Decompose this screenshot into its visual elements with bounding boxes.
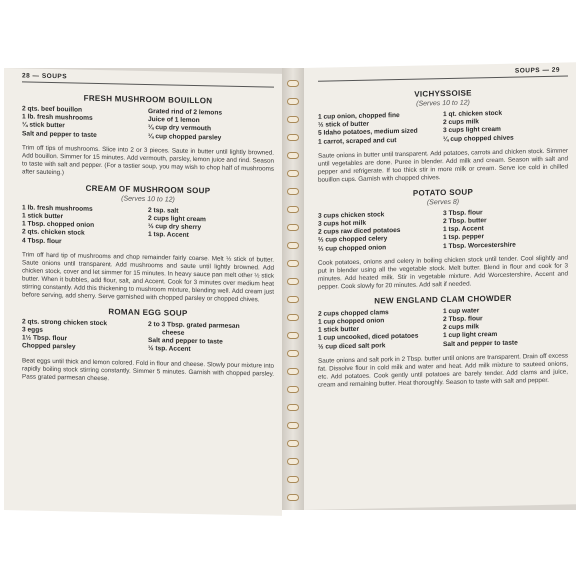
ingredient: 1 cup chopped onion (318, 317, 385, 326)
left-page (4, 68, 282, 516)
ingredient: ¼ stick butter (22, 121, 65, 130)
open-cookbook (4, 68, 576, 510)
ingredient: 1 cup onion, chopped fine (318, 111, 400, 121)
binding-ring (287, 278, 299, 285)
ingredient: 2 cups light cream (148, 215, 206, 224)
ingredient: Salt and pepper to taste (443, 339, 518, 348)
binding-ring (287, 98, 299, 105)
recipe-directions: Saute onions in butter until transparent. Add potatoes, carrots and chicken stock. Simmer until vegetables are done. Puree in blender. Add milk and cream. Season with salt and pepper and refrigerate. If too thick stir in more milk or cream. Serve ice cold in chilled bouillon cups. Garnish with chopped chives. (318, 147, 568, 184)
recipe-directions: Trim off tips of mushrooms. Slice into 2 or 3 pieces. Saute in butter until lightly browned. Add bouillon. Simmer for 15 minutes. Add vermouth, parsley, lemon juice and rind. Season to taste with salt and pepper. (For a tastier soup, you may wish to chop half of mushrooms after sauteing.) (22, 144, 274, 177)
recipe-title: CREAM OF MUSHROOM SOUP (85, 183, 211, 196)
binding-ring (287, 458, 299, 465)
ingredient-list (318, 305, 568, 351)
ingredient: 2 cups milk (443, 323, 479, 332)
binding-ring (287, 188, 299, 195)
ingredient: 1 carrot, scraped and cut (318, 136, 397, 146)
recipe-new-england-clam-chowder (318, 292, 568, 389)
ingredient: 2 to 3 Tbsp. grated parmesan (148, 320, 240, 330)
recipe-servings: (Serves 10 to 12) (416, 99, 470, 108)
ingredient: Chopped parsley (22, 342, 76, 351)
recipe-title: VICHYSSOISE (414, 88, 472, 99)
ingredient: 1 tsp. Accent (148, 231, 189, 240)
recipe-cream-of-mushroom-soup (22, 182, 274, 304)
ingredient: 2 cups raw diced potatoes (318, 227, 401, 236)
ingredient: Grated rind of 2 lemons (148, 108, 223, 117)
ingredient: 3 cups chicken stock (318, 211, 385, 220)
binding-ring (287, 368, 299, 375)
ingredient: 2 cups milk (443, 118, 479, 127)
ingredient: Salt and pepper to taste (22, 129, 97, 139)
recipe-vichyssoise (318, 86, 568, 184)
ingredient: 3 cups hot milk (318, 219, 366, 228)
binding-ring (287, 134, 299, 141)
binding-ring (287, 476, 299, 483)
recipe-title: ROMAN EGG SOUP (108, 307, 188, 318)
ingredient: 1 stick butter (22, 212, 64, 221)
binding-ring (287, 80, 299, 87)
ingredient: ½ tsp. Accent (148, 345, 191, 354)
recipe-directions: Beat eggs until thick and lemon colored. Fold in flour and cheese. Slowly pour mixture into rapidly boiling stock stirring constantly. Simmer 5 minutes. Garnish with chopped parsley. Pass grated parmesan cheese. (22, 357, 274, 382)
ingredient: 1½ Tbsp. flour (22, 334, 68, 343)
binding-ring (287, 314, 299, 321)
binding-ring (287, 260, 299, 267)
ingredient: Salt and pepper to taste (148, 337, 223, 346)
recipe-title: POTATO SOUP (412, 187, 474, 198)
ingredient: 2 Tbsp. flour (443, 315, 483, 324)
binding-ring (287, 350, 299, 357)
recipe-potato-soup (318, 185, 568, 291)
recipe-directions: Saute onions and salt pork in 2 Tbsp. butter until onions are transparent. Drain off excess fat. Dissolve flour in cold milk and water and heat. Add milk mixture to sauteed onions, etc. Add potatoes. Cook gently until potatoes are barely tender. Add clams and juice, cream and remaining butter. Heat thoroughly. Season to taste with salt and pepper. (318, 352, 568, 389)
ingredient: ⅔ cup chopped onion (318, 243, 387, 253)
ingredient: ½ stick of butter (318, 120, 369, 129)
ingredient: ¼ cup chopped parsley (148, 132, 222, 142)
recipe-title: FRESH MUSHROOM BOUILLON (83, 93, 213, 106)
binding-ring (287, 206, 299, 213)
ingredient: 4 Tbsp. flour (22, 237, 62, 245)
ingredient: ⅓ cup dry sherry (148, 223, 202, 232)
ingredient: 1 stick butter (318, 326, 360, 334)
binding-ring (287, 494, 299, 501)
ingredient: 2 qts. strong chicken stock (22, 318, 108, 327)
page-header-left: 28 — SOUPS (22, 72, 68, 81)
recipe-directions: Trim off hard tip of mushrooms and chop remainder fairly coarse. Melt ½ stick of butter. Saute onions until transparent. Add mushrooms and saute until lightly browned. Add chicken stock, cover and let simmer for 15 minutes. In heavy sauce pan melt other ½ stick butter. When it bubbles, add flour, salt, and Accent. Cook for 3 minutes over medium heat stirring constantly. Add this thickening to mushroom mixture, blending well. Add cream just before serving, add sherry. Serve garnished with chopped parsley or chopped chives. (22, 251, 274, 304)
ingredient: Juice of 1 lemon (148, 116, 200, 125)
binding-ring (287, 296, 299, 303)
binding-ring (287, 404, 299, 411)
ingredient: 1 lb. fresh mushrooms (22, 113, 93, 123)
binding-ring (287, 152, 299, 159)
ingredient: cheese (162, 329, 185, 337)
spiral-binding (282, 68, 304, 510)
ingredient: 2 qts. beef bouillon (22, 105, 83, 114)
ingredient: 1 tsp. Accent (443, 225, 484, 234)
ingredient-list (318, 207, 568, 253)
ingredient: 5 Idaho potatoes, medium sized (318, 128, 418, 138)
ingredient: ⅔ cup chopped celery (318, 235, 388, 245)
ingredient: ¼ cup chopped chives (443, 134, 514, 143)
recipe-servings: (Serves 10 to 12) (121, 195, 175, 204)
binding-ring (287, 170, 299, 177)
ingredient: 2 qts. chicken stock (22, 228, 85, 238)
ingredient: ½ cup diced salt pork (318, 341, 386, 351)
ingredient-list (22, 105, 274, 143)
ingredient-list (22, 318, 274, 356)
ingredient: 1 lb. fresh mushrooms (22, 204, 93, 213)
ingredient: 2 cups chopped clams (318, 309, 389, 318)
recipe-directions: Cook potatoes, onions and celery in boiling chicken stock until tender. Cool slightly and put in blender using all the vegetable stock. Melt butter. Blend in flour and cook for 3 minutes. Add heated milk. Stir in vegetable mixture. Add Worcestershire, Accent and pepper. Cook slowly for 20 minutes. Add salt if needed. (318, 254, 568, 291)
ingredient: 1 Tbsp. Worcestershire (443, 241, 516, 250)
binding-ring (287, 332, 299, 339)
ingredient: 3 eggs (22, 326, 43, 334)
recipe-servings: (Serves 8) (426, 198, 460, 207)
ingredient: ¼ cup dry vermouth (148, 124, 212, 133)
recipe-title: NEW ENGLAND CLAM CHOWDER (374, 293, 512, 306)
ingredient: 1 qt. chicken stock (443, 109, 502, 119)
binding-ring (287, 242, 299, 249)
binding-ring (287, 116, 299, 123)
ingredient: 1 tsp. pepper (443, 233, 485, 242)
ingredient-list (318, 108, 568, 146)
binding-ring (287, 440, 299, 447)
binding-ring (287, 224, 299, 231)
recipe-fresh-mushroom-bouillon (22, 92, 274, 181)
binding-ring (287, 386, 299, 393)
right-page (304, 62, 576, 510)
ingredient: 2 tsp. salt (148, 206, 179, 215)
ingredient: 3 Tbsp. flour (443, 209, 483, 217)
ingredient: 1 cup light cream (443, 331, 498, 340)
page-header-right: SOUPS — 29 (514, 66, 560, 75)
ingredient: 1 cup water (443, 307, 480, 315)
ingredient: 1 cup uncooked, diced potatoes (318, 333, 419, 343)
binding-ring (287, 422, 299, 429)
ingredient: 1 Tbsp. chopped onion (22, 220, 95, 230)
recipe-roman-egg-soup (22, 305, 274, 386)
ingredient-list (22, 204, 274, 250)
ingredient: 3 cups light cream (443, 126, 501, 135)
ingredient: 2 Tbsp. butter (443, 217, 487, 226)
